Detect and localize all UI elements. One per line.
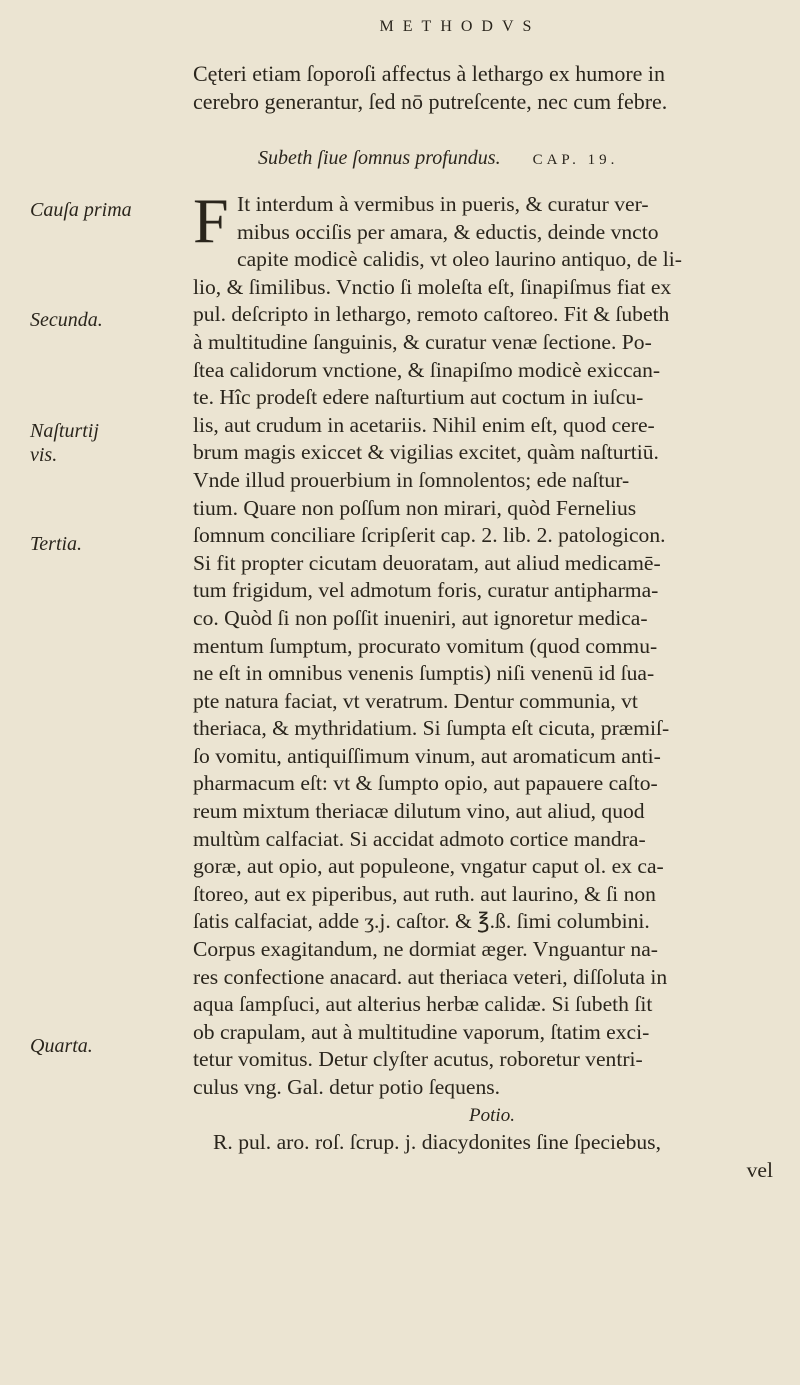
margin-note-secunda: Secunda. [30, 309, 103, 331]
body-lines [193, 246, 791, 1101]
body-line: Si fit propter cicutam deuoratam, aut aliud medicamē- [193, 550, 661, 575]
body-line: à multitudine ſanguinis, & curatur venæ ſectione. Po- [193, 329, 652, 354]
body-line: pte natura faciat, vt veratrum. Dentur communia, vt [193, 688, 638, 713]
chapter-title: Subeth ſiue ſomnus profundus. [258, 147, 501, 169]
body-line: It interdum à vermibus in pueris, & curatur ver- [237, 192, 649, 216]
body-line: tium. Quare non poſſum non mirari, quòd Fernelius [193, 495, 637, 520]
body-line: Vnde illud prouerbium in ſomnolentos; ede naſtur- [193, 467, 630, 492]
body-line: tum frigidum, vel admotum foris, curatur antipharma- [193, 578, 659, 603]
body-line: pul. deſcripto in lethargo, remoto caſtoreo. Fit & ſubeth [193, 302, 670, 327]
body-line: lis, aut crudum in acetariis. Nihil enim eſt, quod cere- [193, 412, 655, 437]
margin-note-nasturtij [30, 419, 99, 467]
body-line: res confectione anacard. aut theriaca veteri, diſſoluta in [193, 964, 668, 989]
body-line: te. Hîc prodeſt edere naſturtium aut coctum in iuſcu- [193, 385, 644, 410]
body-line: tetur vomitus. Detur clyſter acutus, roboretur ventri- [193, 1047, 643, 1072]
intro-line: cerebro generantur, ſed nō putreſcente, nec cum febre. [193, 88, 668, 114]
body-line: theriaca, & mythridatium. Si ſumpta eſt cicuta, præmiſ- [193, 716, 670, 741]
body-line: multùm calfaciat. Si accidat admoto cortice mandra- [193, 826, 646, 851]
chapter-body [193, 185, 791, 1184]
running-head: METHODVS [379, 18, 541, 35]
intro-paragraph [193, 60, 783, 115]
margin-note-nasturtij-line1: Naſturtij [30, 420, 99, 442]
body-line: goræ, aut opio, aut populeone, vngatur caput ol. ex ca- [193, 854, 664, 879]
body-line: ſtea calidorum vnctione, & ſinapiſmo modicè exiccan- [193, 357, 661, 382]
chapter-number: CAP. 19. [532, 152, 619, 168]
body-line: mibus occiſis per amara, & eductis, deinde vncto [237, 219, 659, 244]
margin-note-nasturtij-line2: vis. [30, 444, 58, 466]
margin-note-quarta: Quarta. [30, 1035, 93, 1057]
intro-line: Cęteri etiam ſoporoſi affectus à lethargo ex humore in [193, 61, 666, 86]
opening-block [193, 185, 791, 256]
body-line: reum mixtum theriacæ dilutum vino, aut aliud, quod [193, 799, 645, 824]
chapter-heading [258, 147, 618, 170]
catchword: vel [746, 1157, 773, 1182]
body-line: culus vng. Gal. detur potio ſequens. [193, 1075, 501, 1099]
body-line: ſomnum conciliare ſcripſerit cap. 2. lib. 2. patologicon. [193, 523, 666, 548]
body-line: pharmacum eſt: vt & ſumpto opio, aut papauere caſto- [193, 771, 658, 796]
body-line: Corpus exagitandum, ne dormiat æger. Vnguantur na- [193, 937, 658, 962]
body-line: ſatis calfaciat, adde ʒ.j. caſtor. & ℥.ß. ſimi columbini. [193, 909, 650, 934]
body-line: co. Quòd ſi non poſſit inueniri, aut ignoretur medica- [193, 605, 648, 630]
margin-note-tertia: Tertia. [30, 533, 83, 555]
body-line: mentum ſumptum, procurato vomitum (quod commu- [193, 633, 658, 658]
body-line: ne eſt in omnibus venenis ſumptis) niſi venenū id ſua- [193, 661, 655, 686]
body-line: ſo vomitu, antiquiſſimum vinum, aut aromaticum anti- [193, 743, 661, 768]
potio-heading: Potio. [469, 1104, 515, 1126]
recipe-line: R. pul. aro. roſ. ſcrup. j. diacydonites ſine ſpeciebus, [213, 1130, 661, 1155]
body-line: ob crapulam, aut à multitudine vaporum, ſtatim exci- [193, 1019, 650, 1044]
body-line: ſtoreo, aut ex piperibus, aut ruth. aut laurino, & ſi non [193, 881, 656, 906]
body-line: aqua ſampſuci, aut alterius herbæ calidæ. Si ſubeth ſit [193, 992, 653, 1017]
body-line: brum magis exiccet & vigilias excitet, quàm naſturtiū. [193, 440, 659, 465]
body-line: lio, & ſimilibus. Vnctio ſi moleſta eſt, ſinapiſmus fiat ex [193, 274, 672, 299]
margin-note-causa-prima: Cauſa prima [30, 199, 132, 221]
drop-cap: F [193, 185, 229, 256]
body-line: capite modicè calidis, vt oleo laurino antiquo, de li- [237, 247, 682, 272]
